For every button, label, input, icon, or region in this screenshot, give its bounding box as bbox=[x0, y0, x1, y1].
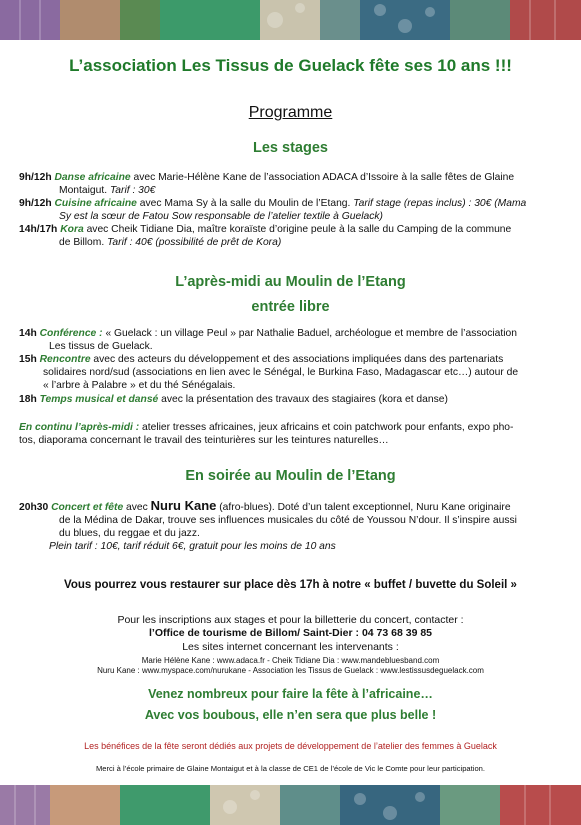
time-label: 9h/12h bbox=[19, 198, 52, 209]
activity-desc: Les tissus de Guelack. bbox=[49, 341, 153, 352]
stage-item-cuisine bbox=[19, 197, 564, 223]
continu-desc: tos, diaporama concernant le travail des teinturières sur les teintures naturelles… bbox=[19, 435, 389, 446]
time-label: 18h bbox=[19, 394, 37, 405]
flyer-title: L’association Les Tissus de Guelack fête ses 10 ans !!! bbox=[69, 56, 512, 75]
continu-block bbox=[19, 421, 564, 447]
contact-line-2: l’Office de tourisme de Billom/ Saint-Dier : 04 73 68 39 85 bbox=[148, 627, 433, 639]
activity-desc: avec Cheik Tidiane Dia, maître koraïste d’origine peule à la salle du Camping de la commune bbox=[83, 224, 512, 235]
activity-price: Tarif : 40€ (possibilité de prêt de Kora) bbox=[107, 237, 282, 248]
artist-name: Nuru Kane bbox=[150, 498, 217, 513]
activity-desc: de la Médina de Dakar, trouve ses influences musicales du côté de Youssou N’dour. Il s’inspire aussi bbox=[59, 515, 517, 526]
time-label: 15h bbox=[19, 354, 37, 365]
activity-desc: avec des acteurs du développement et des associations impliquées dans des partenariats bbox=[90, 354, 504, 365]
activity-desc: solidaires nord/sud (associations en lien avec le Sénégal, le Burkina Faso, Madagascar etc…) autour de bbox=[43, 367, 519, 378]
activity-desc: avec la présentation des travaux des stagiaires (kora et danse) bbox=[158, 394, 448, 405]
activity-desc: (afro-blues). Doté d’un talent exceptionnel, Nuru Kane originaire bbox=[216, 502, 511, 513]
activity-desc: « Guelack : un village Peul » par Nathalie Baduel, archéologue et membre de l’association bbox=[102, 328, 517, 339]
fabric-banner-bottom bbox=[0, 785, 581, 825]
event-item-concert bbox=[19, 499, 564, 553]
time-label: 9h/12h bbox=[19, 172, 52, 183]
contact-line-3: Les sites internet concernant les intervenants : bbox=[182, 641, 399, 653]
contact-line-1: Pour les inscriptions aux stages et pour la billetterie du concert, contacter : bbox=[117, 614, 464, 626]
entree-libre-heading: entrée libre bbox=[251, 299, 330, 315]
activity-label: Conférence : bbox=[39, 328, 103, 339]
activity-price: Tarif stage (repas inclus) : 30€ (Mama bbox=[353, 198, 527, 209]
thanks-note: Merci à l’école primaire de Glaine Montaigut et à la classe de CE1 de l’école de Vic le Comte pour leur participation. bbox=[95, 764, 486, 773]
soiree-heading: En soirée au Moulin de l’Etang bbox=[185, 468, 396, 484]
activity-note: Sy est la sœur de Fatou Sow responsable de l’atelier textile à Guelack) bbox=[59, 211, 383, 222]
activity-label: Danse africaine bbox=[54, 172, 131, 183]
activity-price: Tarif : 30€ bbox=[109, 185, 156, 196]
continu-label: En continu l’après-midi : bbox=[19, 422, 140, 433]
stage-item-danse bbox=[19, 171, 564, 197]
concert-price: Plein tarif : 10€, tarif réduit 6€, gratuit pour les moins de 10 ans bbox=[49, 541, 336, 552]
activity-desc: du blues, du reggae et du jazz. bbox=[59, 528, 200, 539]
fabric-banner-top bbox=[0, 0, 581, 40]
activity-label: Kora bbox=[60, 224, 84, 235]
event-item-musical bbox=[19, 393, 564, 406]
contact-line-4: Marie Hélène Kane : www.adaca.fr - Cheik Tidiane Dia : www.mandebluesband.com bbox=[141, 656, 440, 665]
activity-label: Rencontre bbox=[39, 354, 91, 365]
event-item-conference bbox=[19, 327, 564, 353]
activity-label: Cuisine africaine bbox=[54, 198, 137, 209]
event-item-rencontre bbox=[19, 353, 564, 392]
slogan-2: Avec vos boubous, elle n’en sera que plus belle ! bbox=[144, 708, 437, 722]
stages-heading: Les stages bbox=[253, 140, 328, 156]
activity-desc: Montaigut. bbox=[59, 185, 110, 196]
activity-label: Concert et fête bbox=[51, 502, 124, 513]
apres-midi-heading: L’après-midi au Moulin de l’Etang bbox=[175, 274, 406, 290]
fabric-pattern-bottom bbox=[0, 785, 581, 825]
activity-label: Temps musical et dansé bbox=[39, 394, 159, 405]
time-label: 14h bbox=[19, 328, 37, 339]
buffet-notice: Vous pourrez vous restaurer sur place dès 17h à notre « buffet / buvette du Soleil » bbox=[64, 579, 517, 591]
continu-desc: atelier tresses africaines, jeux africains et coin patchwork pour enfants, expo pho- bbox=[139, 422, 514, 433]
activity-desc: avec bbox=[123, 502, 151, 513]
activity-desc: « l’arbre à Palabre » et du thé Sénégalais. bbox=[43, 380, 236, 391]
flyer-content bbox=[0, 40, 581, 785]
activity-desc: de Billom. bbox=[59, 237, 108, 248]
contact-line-5: Nuru Kane : www.myspace.com/nurukane - Association les Tissus de Guelack : www.lestissusdeguelack.com bbox=[97, 666, 484, 675]
fabric-pattern-top bbox=[0, 0, 581, 40]
programme-heading: Programme bbox=[248, 104, 333, 121]
time-label: 20h30 bbox=[19, 502, 49, 513]
activity-desc: avec Mama Sy à la salle du Moulin de l’Etang. bbox=[136, 198, 354, 209]
slogan-1: Venez nombreux pour faire la fête à l’africaine… bbox=[148, 687, 433, 701]
activity-desc: avec Marie-Hélène Kane de l’association ADACA d’Issoire à la salle fêtes de Glaine bbox=[130, 172, 515, 183]
time-label: 14h/17h bbox=[19, 224, 58, 235]
stage-item-kora bbox=[19, 223, 564, 249]
benefits-note: Les bénéfices de la fête seront dédiés aux projets de développement de l’atelier des femmes à Guelack bbox=[84, 741, 497, 751]
